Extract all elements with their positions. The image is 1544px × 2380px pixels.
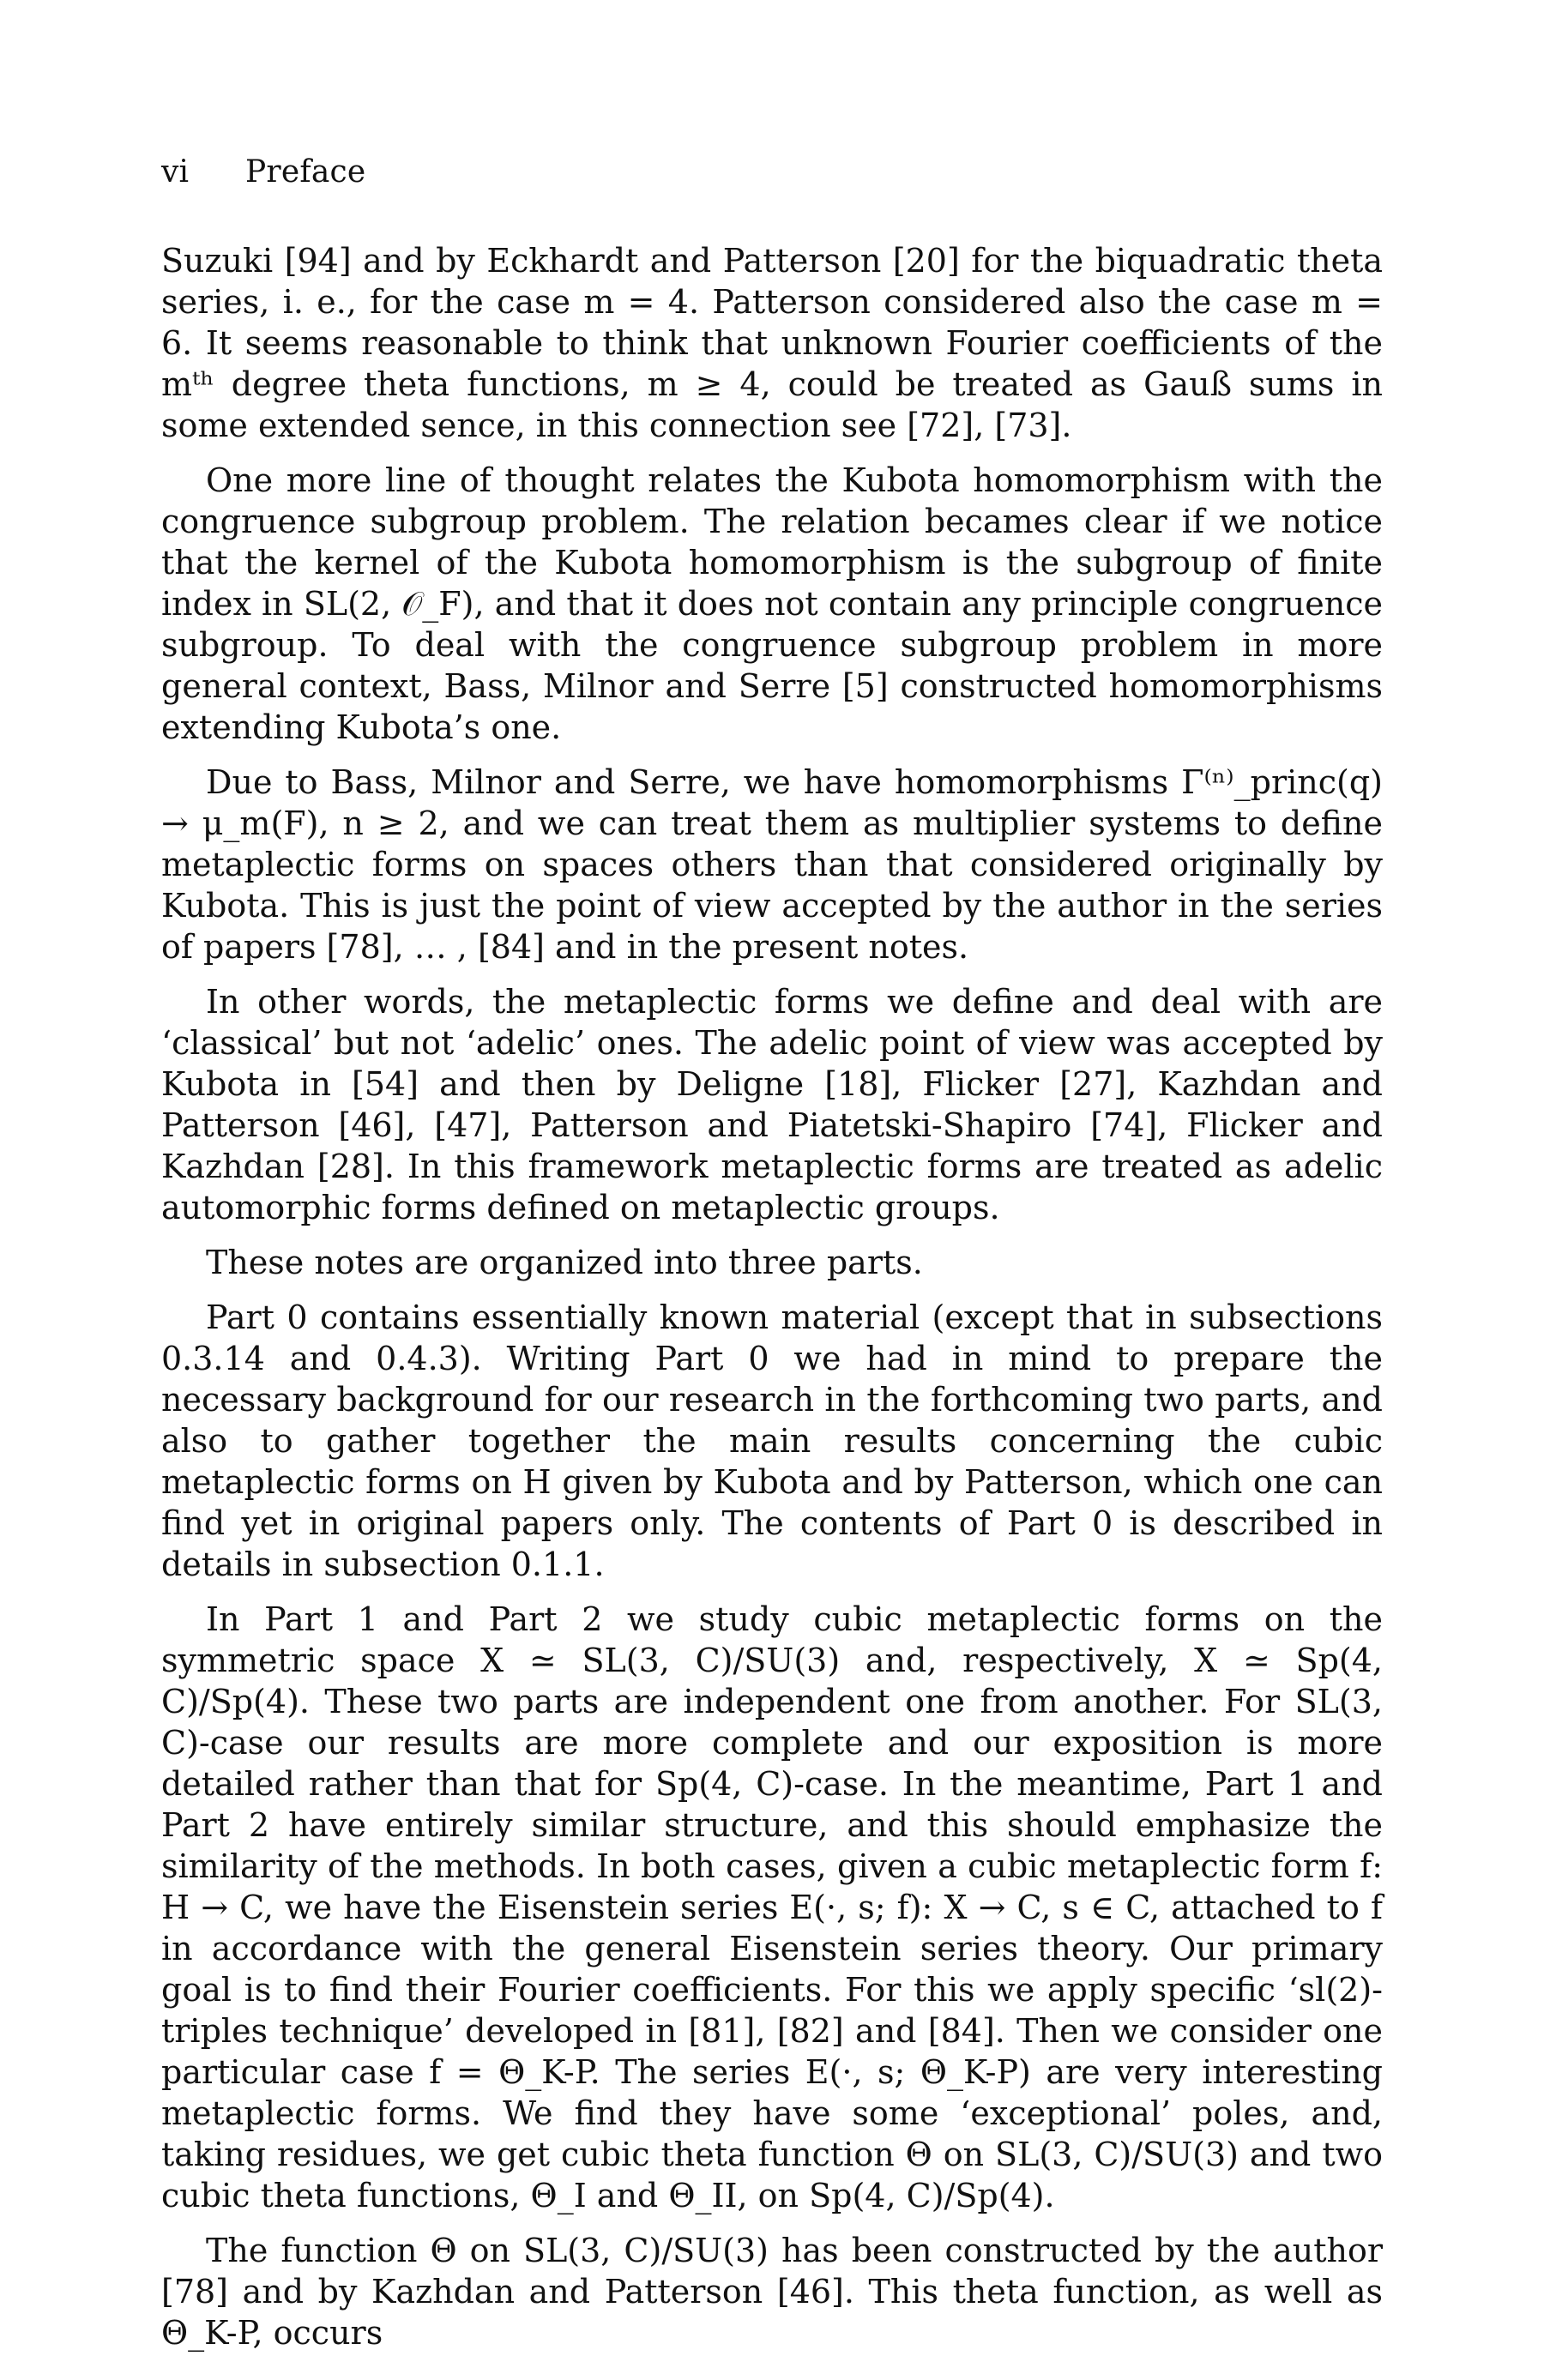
section-title: Preface (245, 154, 366, 190)
page-number: vi (161, 154, 190, 190)
running-head (161, 154, 365, 190)
paragraph: Due to Bass, Milnor and Serre, we have homomorphisms Γ⁽ⁿ⁾_princ(q) → μ_m(F), n ≥ 2, and we can treat them as multiplier systems to define metaplectic forms on spaces others than that considered originally by Kubota. This is just the point of view accepted by the author in the series of papers [78], … , [84] and in the present notes. (161, 763, 1383, 966)
paragraph: In Part 1 and Part 2 we study cubic metaplectic forms on the symmetric space X ≃ SL(3, C)/SU(3) and, respectively, X ≃ Sp(4, C)/Sp(4). These two parts are independent one from another. For SL(3, C)-case our results are more complete and our exposition is more detailed rather than that for Sp(4, C)-case. In the meantime, Part 1 and Part 2 have entirely similar structure, and this should emphasize the similarity of the methods. In both cases, given a cubic metaplectic form f: H → C, we have the Eisenstein series E(·, s; f): X → C, s ∈ C, attached to f in accordance with the general Eisenstein series theory. Our primary goal is to find their Fourier coefficients. For this we apply specific ‘sl(2)-triples technique’ developed in [81], [82] and [84]. Then we consider one particular case f = Θ_K-P. The series E(·, s; Θ_K-P) are very interesting metaplectic forms. We find they have some ‘exceptional’ poles, and, taking residues, we get cubic theta function Θ on SL(3, C)/SU(3) and two cubic theta functions, Θ_I and Θ_II, on Sp(4, C)/Sp(4). (161, 1600, 1383, 2214)
paragraph: The function Θ on SL(3, C)/SU(3) has been constructed by the author [78] and by Kazhdan and Patterson [46]. This theta function, as well as Θ_K-P, occurs (161, 2232, 1383, 2352)
paragraph: These notes are organized into three parts. (206, 1244, 923, 1281)
paragraph: In other words, the metaplectic forms we define and deal with are ‘classical’ but not ‘adelic’ ones. The adelic point of view was accepted by Kubota in [54] and then by Deligne [18], Flicker [27], Kazhdan and Patterson [46], [47], Patterson and Piatetski-Shapiro [74], Flicker and Kazhdan [28]. In this framework metaplectic forms are treated as adelic automorphic forms defined on metaplectic groups. (161, 983, 1383, 1226)
paragraph: Part 0 contains essentially known material (except that in subsections 0.3.14 and 0.4.3). Writing Part 0 we had in mind to prepare the necessary background for our research in the forthcoming two parts, and also to gather together the main results concerning the cubic metaplectic forms on H given by Kubota and by Patterson, which one can find yet in original papers only. The contents of Part 0 is described in details in subsection 0.1.1. (161, 1298, 1383, 1583)
body-text (161, 240, 1383, 2353)
paragraph: Suzuki [94] and by Eckhardt and Patterson [20] for the biquadratic theta series, i. e., for the case m = 4. Patterson considered also the case m = 6. It seems reasonable to think that unknown Fourier coefficients of the mᵗʰ degree theta functions, m ≥ 4, could be treated as Gauß sums in some extended sence, in this connection see [72], [73]. (161, 242, 1383, 444)
paragraph: One more line of thought relates the Kubota homomorphism with the congruence subgroup problem. The relation becames clear if we notice that the kernel of the Kubota homomorphism is the subgroup of finite index in SL(2, 𝒪_F), and that it does not contain any principle congruence subgroup. To deal with the congruence subgroup problem in more general context, Bass, Milnor and Serre [5] constructed homomorphisms extending Kubota’s one. (161, 461, 1383, 746)
